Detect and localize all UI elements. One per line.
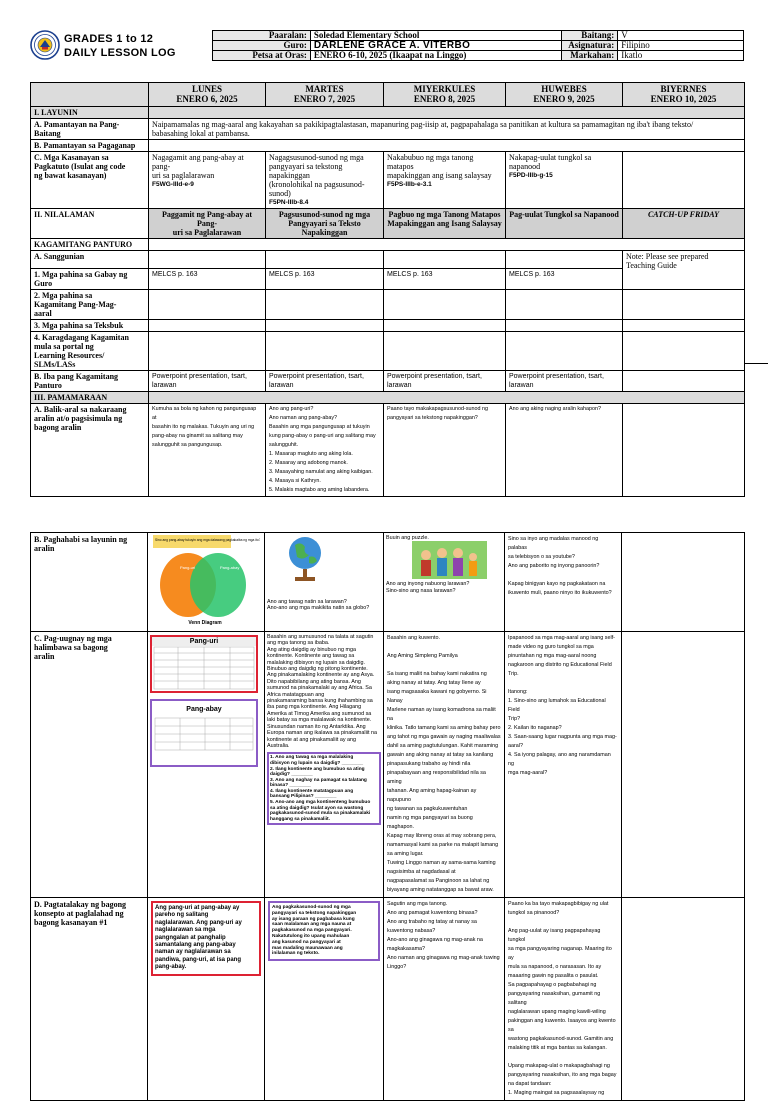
pang-uri-table-grid [152,646,256,690]
procedure-cell: Ipapanood sa mga mag-aaral ang isang self- made video ng guro tungkol sa mga pinuntahan ng mga mag-aaral noong nagkaroon ang distrito ng Educational Field Trip. Itanong: 1. Sino-sino ang lumahok sa Educational Field Trip? 2. Kailan ito naganap? 3. Saan-saang lugar nagpunta ang mga mag- aaral? 4. Sa iyong palagay, ano ang naramdaman ng mga mag-aaral? [505,632,622,898]
day-header-row [31,83,745,107]
day-header-biyernes: BIYERNES ENERO 10, 2025 [623,83,745,107]
quarter-value: Ikatlo [618,51,744,61]
procedure-cell: Kumuha sa bola ng kahon ng pangungusap at basahin ito ng malakas. Tukuyin ang uri ng pang-abay na ginamit sa salitang may salungguhit sa pangungusap. [149,404,266,497]
info-label: Baitang: [562,31,618,41]
date-time-value: ENERO 6-10, 2025 (Ikaapat na Linggo) [310,51,561,61]
venn-diagram [150,535,260,627]
row-label: A. Sanggunian [31,251,149,269]
venn-caption: Venn Diagram [188,620,222,626]
pamantayan-row [31,119,745,140]
family-puzzle-image [412,541,487,579]
deped-seal-logo [30,30,60,60]
day-header-miyerkules: MIYERKULES ENERO 8, 2025 [384,83,506,107]
paghahabi-row [31,533,745,632]
section-layunin: I. LAYUNIN [31,107,149,119]
pang-abay-table-grid [152,714,256,754]
content-cell: Paggamit ng Pang-abay at Pang- uri sa Paglalarawan [149,209,266,239]
iba-pang-row [31,371,745,392]
venn-right-circle [190,553,246,617]
row-label: D. Pagtatalakay ng bagong konsepto at paglalahad ng bagong kasanayan #1 [31,898,148,1101]
layunin-row [31,107,745,119]
sanggunian-row [31,251,745,269]
section-kagamitang: KAGAMITANG PANTURO [31,239,149,251]
continent-passage: Basahin ang sumusunod na talata at sagutin ang mga tanong sa ibaba. Ang ating daigdig ay binubuo ng mga kontinente. Kontinente ang tawag sa malalaking dibisyon ng lupain sa daigdig. Binubuo ang daigdig ng pitong kontinente. Ang pinakamalaking kontinente ay ang Asya. Dito napabibilang ang ating bansa. Ang sumunod na pinakamalaki ay ang Africa. Sa Africa matatagpuan ang pinakamaraming bansa kung ihahambing sa iba pang mga kontinente. Ang Hilagang Amerika at Timog Amerika ang sumunod sa laki batay sa mga malalawak na kontinente. Sinusundan naman ito ng Antarktika. Ang Europa naman ang ikalawa sa pinakamaliit na kontinente at ang pinakamaliit ay ang Australia. [267,634,377,749]
competency-cell [623,152,745,209]
procedure-cell: Ano ang aking naging aralin kahapon? [506,404,623,497]
section-pamamaraan: III. PAMAMARAAN [31,392,149,404]
procedure-cell: Sino sa inyo ang madalas manood ng palabas sa telebisyon o sa youtube? Ano ang paborito ng inyong panoorin? Kapag binigyan kayo ng pagkakataon na ikuwento muli, paano ninyo ito ikukuwento? [505,533,622,632]
row-label: C. Pag-uugnay ng mga halimbawa sa bagong aralin [31,632,148,898]
school-info-table [212,30,744,61]
page-edge-line [744,363,768,364]
nilalaman-row [31,209,745,239]
competency-cell: Nakapag-uulat tungkol sa napanood F5PD-IIIb-g-15 [506,152,623,209]
row-label: B. Pamantayan sa Pagaganap [31,140,149,152]
concept-cell [265,898,384,1101]
info-row [213,51,744,61]
pamamaraan-row [31,392,745,404]
story-cell: Basahin ang kuwento. Ang Aming Simpleng Pamilya Sa isang maliit na bahay kami nakatira ng aking nanay at tatay. Ang tatay Ilene ay isang magsasaka kawani ng gobyerno. Si Nanay Marlene naman ay isang komadrona sa maliit na klinika. Tatlo tamang kami sa aming bahay pero ang tahot ng mga gawain ay naging maaliwalas dahil sa aming pagtutulungan. Kahit maraming gawain ang aking nanay at tatay sa kanilang pinapasukang trabaho ay hindi nila pinapabayaan ang responsibilidad nila sa aming tahanan. Ang aming hapag-kainan ay napupuno ng tawanan sa pagkukuwentuhan namin ng mga pangyayari sa buong maghapon. Kapag may libreng oras at may sobrang pera, namamasyal kami sa parke na malapit lamang sa aming lugar. Tuwing Linggo naman ay sama-sama kaming nagsisimba at nagdadasal at nagpapasalamat sa Panginoon sa lahat ng biyayang aming natatanggap sa bawat araw. [384,632,505,898]
lesson-log-table-continued [30,532,745,1101]
row-label: II. NILALAMAN [31,209,149,239]
day-header-huwebes: HUWEBES ENERO 9, 2025 [506,83,623,107]
content-standard: Naipamamalas ng mag-aaral ang kakayahan sa pakikipagtalastasan, mapanuring pag-iisip at, pagpapahalaga sa panitikan at kultura sa pamamagitan ng iba't ibang teksto/ babasahing lokal at pambansa. [149,119,745,140]
venn-top-note: Sino ang pang-abay tukuyin ang mga dalawang pagkakaiba ng mga ito? [155,538,260,542]
materials-cell: Powerpoint presentation, tsart, larawan [506,371,623,392]
pagkakasunod-definition: Ang pagkakasunod-sunod ng mga pangyayari sa tekstong napakinggan ay isang paraan ng pagbabasa kung saan malalaman ang mga nauna at pagkakasunod na mga pangyayari. Nakatutulong ito upang mahulaan ang kasunod na pangyayari at mas madaling maunawaan ang inilalaman ng teksto. [268,901,380,961]
pag-uugnay-row [31,632,745,898]
row-label: 1. Mga pahina sa Gabay ng Guro [31,269,149,290]
corner-cell [31,83,149,107]
pang-uri-table-title: Pang-uri [152,637,256,646]
content-cell: Pagbuo ng mga Tanong Matapos Mapakinggan ang Isang Salaysay [384,209,506,239]
globe-cell [265,533,384,632]
content-cell: Pag-uulat Tungkol sa Napanood [506,209,623,239]
teaching-guide-note: Note: Please see prepared Teaching Guide [623,251,745,290]
procedure-cell: Sagutin ang mga tanong. Ano ang pamagat kuwentong binasa? Ano ang trabaho ng tatay at nanay sa kuwentong nabasa? Ano-ano ang ginagawa ng mag-anak na magkakasama? Ano naman ang ginagawa ng mag-anak tuwing Linggo? [384,898,505,1101]
row-label: B. Iba pang Kagamitang Panturo [31,371,149,392]
materials-cell: Powerpoint presentation, tsart, larawan [266,371,384,392]
teksbuk-row [31,320,745,332]
info-label: Paaralan: [213,31,311,41]
lesson-log-table [30,82,745,497]
school-name: Soledad Elementary School [310,31,561,41]
kagamitang-pang-row [31,290,745,320]
procedure-cell: Ano ang pang-uri? Ano naman ang pang-abay? Basahin ang mga pangungusap at tukuyin kung pang-abay o pang-uri ang salitang may salungguhit. 1. Masarap magluto ang aking lola. 2. Masaray ang adobong manok. 3. Masayahing namulat ang aking kaibigan. 4. Masaya si Kathryn. 5. Malakis magtabo ang aming labandera. [266,404,384,497]
puzzle-cell [384,533,505,632]
melcs-cell: MELCS p. 163 [266,269,384,290]
competency-cell: Nagagsusunod-sunod ng mga pangyayari sa tekstong napakinggan (kronolohikal na pagsusunod- sunod) F5PN-IIIb-8.4 [266,152,384,209]
row-label: C. Mga Kasanayan sa Pagkatuto (Isulat ang code ng bawat kasanayan) [31,152,149,209]
puzzle-questions: Ano ang inyong nabuong larawan? Sino-sino ang nasa larawan? [386,581,470,594]
competency-cell: Nagagamit ang pang-abay at pang- uri sa paglalarawan F5WG-IIId-e-9 [149,152,266,209]
form-title-dll: DAILY LESSON LOG [64,47,176,59]
example-tables-cell [148,632,265,898]
globe-image [267,535,380,597]
row-label: 2. Mga pahina sa Kagamitang Pang-Mag- aaral [31,290,149,320]
pang-uri-pang-abay-definition: Ang pang-uri at pang-abay ay pareho ng salitang naglalarawan. Ang pang-uri ay naglalarawan sa mga pangngalan at panghalip samantalang ang pang-abay naman ay naglalarawan sa pandiwa, pang-uri, at isa pang pang-abay. [151,901,261,976]
competency-cell: Nakabubuo ng mga tanong matapos mapakinggan ang isang salaysay F5PS-IIIb-e-3.1 [384,152,506,209]
pang-abay-table-title: Pang-abay [186,706,222,713]
info-label: Guro: [213,41,311,51]
content-cell: CATCH-UP FRIDAY [623,209,745,239]
teacher-name: DARLENE GRACE A. VITERBO [310,41,561,51]
materials-cell: Powerpoint presentation, tsart, larawan [149,371,266,392]
info-row [213,31,744,41]
balik-aral-row [31,404,745,497]
row-label: 4. Karagdagang Kagamitan mula sa portal ng Learning Resources/ SLMs/LASs [31,332,149,371]
form-title-grades: GRADES 1 to 12 [64,33,154,45]
row-label: 3. Mga pahina sa Teksbuk [31,320,149,332]
info-label: Petsa at Oras: [213,51,311,61]
content-cell: Pagsusunod-sunod ng mga Pangyayari sa Teksto Napakinggan [266,209,384,239]
info-label: Markahan: [562,51,618,61]
day-header-lunes: LUNES ENERO 6, 2025 [149,83,266,107]
grade-value: V [618,31,744,41]
row-label: A. Pamantayan na Pang- Baitang [31,119,149,140]
concept-cell [148,898,265,1101]
pagganap-row [31,140,745,152]
continent-text-cell [265,632,384,898]
venn-left-label: Pang-uri [180,565,196,570]
melcs-cell: MELCS p. 163 [149,269,266,290]
pagtatalakay-row [31,898,745,1101]
info-row [213,41,744,51]
melcs-cell: MELCS p. 163 [384,269,506,290]
procedure-cell: Paano tayo makakapagsusunod-sunod ng pangyayari sa tekstong napakinggan? [384,404,506,497]
info-label: Asignatura: [562,41,618,51]
venn-cell [148,533,265,632]
kasanayan-row [31,152,745,209]
karagdagang-row [31,332,745,371]
subject-value: Filipino [618,41,744,51]
row-label: B. Paghahabi sa layunin ng aralin [31,533,148,632]
globe-questions: Ano ang tawag natin sa larawan? Ano-ano ang mga makikita natin sa globo? [267,599,370,612]
procedure-cell: Paano ka ba tayo makapagbibigay ng ulat tungkol sa pinanood? Ang pag-uulat ay isang pagpapahayag tungkol sa mga pangyayaring naganap. Maaring ito ay mula sa napanood, o narasasan. Ito ay maaaring gawin ng pasalita o pasulat. Sa pagpapahayag o pagbabahagi ng pangyayaring nasaksihan, gumamit ng salitang naglalarawan upang maging kawili-wiling pakinggan ang kuwento. Isaayos ang kwento sa wastong pagkakasunod-sunod. Gamitin ang malaking titik at mga bantas sa kalangan. Upang makapag-ulat o makapagbahagi ng pangyayaring nasaksihan, ito ang mga bagay na dapat tandaan: 1. Maging maingat sa pagsasalaysay ng [505,898,622,1101]
materials-cell: Powerpoint presentation, tsart, larawan [384,371,506,392]
row-label: A. Balik-aral sa nakaraang aralin at/o pagsisimula ng bagong aralin [31,404,149,497]
melcs-cell: MELCS p. 163 [506,269,623,290]
day-header-martes: MARTES ENERO 7, 2025 [266,83,384,107]
pang-abay-table-image [150,699,258,767]
venn-right-label: Pang-abay [220,565,240,570]
continent-questions-box: 1. Ano ang tawag sa mga malalaking dibisyon ng lupain sa daigdig? ________ 2. Ilang kontinente ang bumubuo sa ating daigdig? ________ 3. Ano ang naghay na pamagat sa talatang binasa? ________ 4. Ilang kontinente matatagpuan ang bansang Pilipinas? ________ 5. Ano-ano ang mga kontinenteng bumubuo sa ating daigdig? Isulat ayon sa wastong pagkakasunod-sunod mula sa pinakamalaki hanggang sa pinakamaliit. [267,752,381,825]
kagamitang-row [31,239,745,251]
puzzle-instruction: Buuin ang puzzle. [386,535,429,541]
pang-uri-table-image [150,635,258,693]
